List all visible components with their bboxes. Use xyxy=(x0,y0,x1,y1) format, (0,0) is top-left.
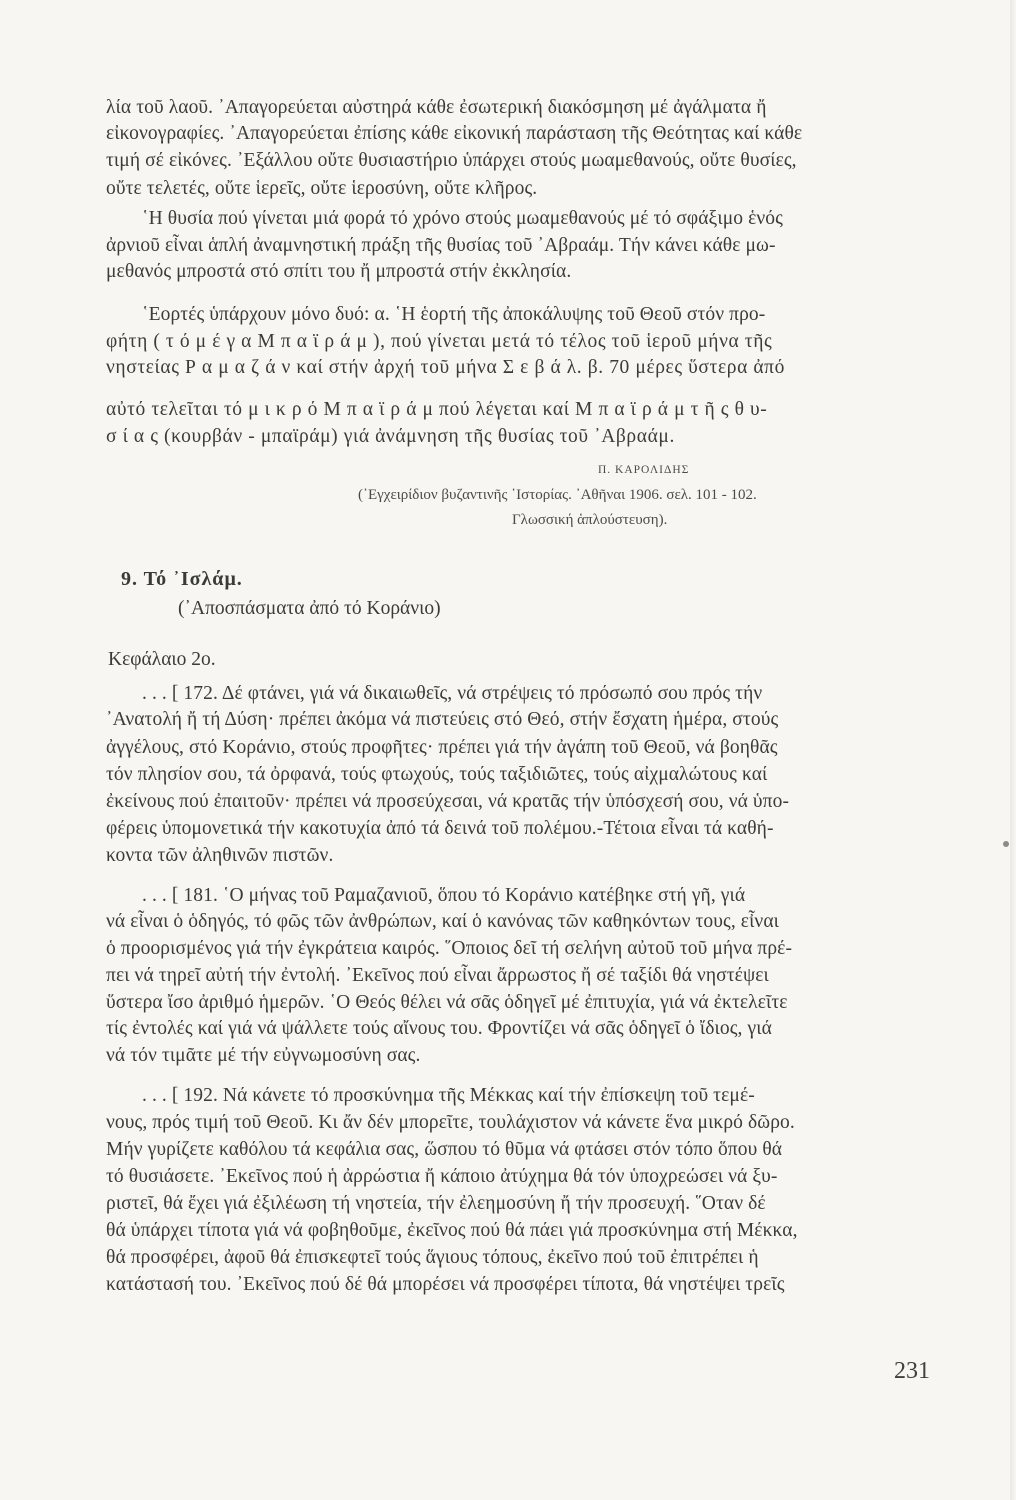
text-line: σ ί α ς (κουρβάν - μπαϊράμ) γιά ἀνάμνηση τῆς θυσίας τοῦ ᾿Αβραάμ. xyxy=(106,426,675,447)
text-line: θά ὑπάρχει τίποτα γιά νά φοβηθοῦμε, ἐκεῖνος πού θά πάει γιά προσκύνημα στή Μέκκα, xyxy=(106,1220,798,1241)
text-line: λία τοῦ λαοῦ. ᾿Απαγορεύεται αὐστηρά κάθε ἐσωτερική διακόσμηση μέ ἀγάλματα ἤ xyxy=(106,97,767,118)
text-line: ῾Η θυσία πού γίνεται μιά φορά τό χρόνο στούς μωαμεθανούς μέ τό σφάξιμο ἑνός xyxy=(142,208,783,229)
text-line: φέρεις ὑπομονετικά τήν κακοτυχία ἀπό τά δεινά τοῦ πολέμου.-Τέτοια εἶναι τά καθή- xyxy=(106,818,774,839)
text-line: τόν πλησίον σου, τά ὀρφανά, τούς φτωχούς, τούς ταξιδιῶτες, τούς αἰχμαλώτους καί xyxy=(106,764,768,785)
text-line: . . . [ 181. ῾Ο μήνας τοῦ Ραμαζανιοῦ, ὅπου τό Κοράνιο κατέβηκε στή γῆ, γιά xyxy=(142,885,746,906)
scan-edge xyxy=(1010,0,1016,1500)
citation-note: Γλωσσική ἁπλούστευση). xyxy=(512,512,668,528)
text-line: νά τόν τιμᾶτε μέ τήν εὐγνωμοσύνη σας. xyxy=(106,1045,421,1066)
text-line: θά προσφέρει, ἀφοῦ θά ἐπισκεφτεῖ τούς ἅγιους τόπους, ἐκεῖνο πού τοῦ ἐπιτρέπει ἡ xyxy=(106,1247,759,1268)
page-number: 231 xyxy=(894,1358,930,1384)
text-line: τίς ἐντολές καί γιά νά ψάλλετε τούς αἴνους του. Φροντίζει νά σᾶς ὁδηγεῖ ὁ ἴδιος, γιά xyxy=(106,1018,772,1039)
text-line: ριστεῖ, θά ἔχει γιά ἐξιλέωση τή νηστεία, τήν ἐλεημοσύνη ἤ τήν προσευχή. ῞Οταν δέ xyxy=(106,1193,766,1214)
text-line: νά εἶναι ὁ ὁδηγός, τό φῶς τῶν ἀνθρώπων, καί ὁ κανόνας τῶν καθηκόντων τους, εἶναι xyxy=(106,911,780,932)
citation-author: Π. ΚΑΡΟΛΙΔΗΣ xyxy=(598,464,690,476)
chapter-label: Κεφάλαιο 2ο. xyxy=(108,649,216,670)
section-title: 9. Τό ᾿Ισλάμ. xyxy=(121,568,243,590)
text-line: . . . [ 172. Δέ φτάνει, γιά νά δικαιωθεῖς, νά στρέψεις τό πρόσωπό σου πρός τήν xyxy=(142,683,763,704)
text-line: αὐτό τελεῖται τό μ ι κ ρ ό Μ π α ϊ ρ ά μ πού λέγεται καί Μ π α ϊ ρ ά μ τ ῆ ς θ υ- xyxy=(106,399,768,420)
text-line: κατάστασή του. ᾿Εκεῖνος πού δέ θά μπορέσει νά προσφέρει τίποτα, θά νηστέψει τρεῖς xyxy=(106,1274,785,1295)
text-line: νους, πρός τιμή τοῦ Θεοῦ. Κι ἄν δέν μπορεῖτε, τουλάχιστον νά κάνετε ἕνα μικρό δῶρο. xyxy=(106,1112,795,1133)
citation-source: (᾿Εγχειρίδιον βυζαντινῆς ῾Ιστορίας. ᾿Αθῆναι 1906. σελ. 101 - 102. xyxy=(358,487,757,503)
text-line: φήτη ( τ ό μ έ γ α Μ π α ϊ ρ ά μ ), πού γίνεται μετά τό τέλος τοῦ ἱεροῦ μήνα τῆς xyxy=(106,331,773,352)
text-line: ἀρνιοῦ εἶναι ἁπλή ἀναμνηστική πράξη τῆς θυσίας τοῦ ᾿Αβραάμ. Τήν κάνει κάθε μω- xyxy=(106,235,776,256)
text-line: κοντα τῶν ἀληθινῶν πιστῶν. xyxy=(106,845,334,866)
text-line: οὔτε τελετές, οὔτε ἱερεῖς, οὔτε ἱεροσύνη, οὔτε κλῆρος. xyxy=(106,178,538,199)
text-line: Μήν γυρίζετε καθόλου τά κεφάλια σας, ὥσπου τό θῦμα νά φτάσει στόν τόπο ὅπου θά xyxy=(106,1139,783,1160)
text-line: ἀγγέλους, στό Κοράνιο, στούς προφῆτες· πρέπει γιά τήν ἀγάπη τοῦ Θεοῦ, νά βοηθᾶς xyxy=(106,737,778,758)
margin-dot xyxy=(1003,841,1009,847)
text-line: ᾿Ανατολή ἤ τή Δύση· πρέπει ἀκόμα νά πιστεύεις στό Θεό, στήν ἔσχατη ἡμέρα, στούς xyxy=(106,709,779,730)
text-line: . . . [ 192. Νά κάνετε τό προσκύνημα τῆς Μέκκας καί τήν ἐπίσκεψη τοῦ τεμέ- xyxy=(142,1085,755,1106)
section-subtitle: (᾿Αποσπάσματα ἀπό τό Κοράνιο) xyxy=(178,598,441,619)
text-line: νηστείας Ρ α μ α ζ ά ν καί στήν ἀρχή τοῦ μήνα Σ ε β ά λ. β. 70 μέρες ὕστερα ἀπό xyxy=(106,357,785,378)
text-line: εἰκονογραφίες. ᾿Απαγορεύεται ἐπίσης κάθε εἰκονική παράσταση τῆς Θεότητας καί κάθε xyxy=(106,123,803,144)
text-line: ῾Εορτές ὑπάρχουν μόνο δυό: α. ῾Η ἑορτή τῆς ἀποκάλυψης τοῦ Θεοῦ στόν προ- xyxy=(142,304,766,325)
text-line: πει νά τηρεῖ αὐτή τήν ἐντολή. ᾿Εκεῖνος πού εἶναι ἄρρωστος ἤ σέ ταξίδι θά νηστέψει xyxy=(106,965,769,986)
text-line: τό θυσιάσετε. ᾿Εκεῖνος πού ἡ ἀρρώστια ἤ κάποιο ἀτύχημα θά τόν ὑποχρεώσει νά ξυ- xyxy=(106,1166,778,1187)
text-line: τιμή σέ εἰκόνες. ᾿Εξάλλου οὔτε θυσιαστήριο ὑπάρχει στούς μωαμεθανούς, οὔτε θυσίες, xyxy=(106,150,797,171)
text-line: ἐκείνους πού ἐπαιτοῦν· πρέπει νά προσεύχεσαι, νά κρατᾶς τήν ὑπόσχεσή σου, νά ὑπο- xyxy=(106,791,790,812)
text-line: ὕστερα ἴσο ἀριθμό ἡμερῶν. ῾Ο Θεός θέλει νά σᾶς ὁδηγεῖ μέ ἐπιτυχία, γιά νά ἐκτελεῖτε xyxy=(106,992,788,1013)
text-line: ὁ προορισμένος γιά τήν ἐγκράτεια καιρός. ῞Οποιος δεῖ τή σελήνη αὐτοῦ τοῦ μήνα πρέ- xyxy=(106,938,793,959)
text-line: μεθανός μπροστά στό σπίτι του ἤ μπροστά στήν ἐκκλησία. xyxy=(106,261,572,282)
